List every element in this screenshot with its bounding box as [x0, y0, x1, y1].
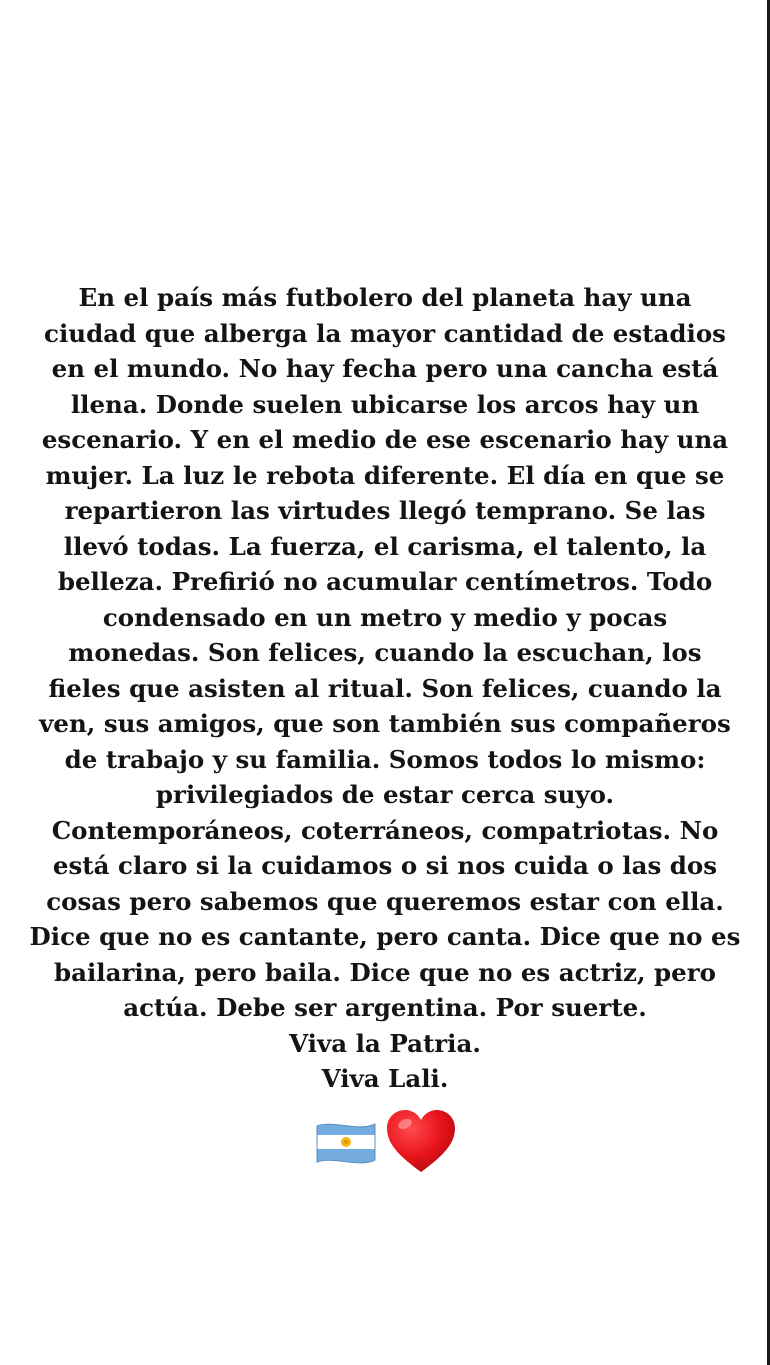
story-line: en el mundo. No hay fecha pero una cancha está: [51, 354, 719, 383]
story-line: Contemporáneos, coterráneos, compatriotas. No: [51, 815, 719, 845]
story-line: monedas. Son felices, cuando la escuchan, los: [68, 638, 702, 667]
story-line: ciudad que alberga la mayor cantidad de estadios: [44, 318, 726, 348]
story-line: escenario. Y en el medio de ese escenario hay una: [41, 425, 729, 454]
story-line: está claro si la cuidamos o si nos cuida o las dos: [52, 851, 718, 880]
story-line: fieles que asisten al ritual. Son felices, cuando la: [48, 673, 722, 703]
story-line: actúa. Debe ser argentina. Por suerte.: [123, 993, 647, 1022]
story-line: condensado en un metro y medio y pocas: [102, 602, 668, 632]
story-line: Viva la Patria.: [289, 1028, 481, 1058]
story-line: belleza. Prefirió no acumular centímetros. Todo: [57, 567, 713, 596]
story-line: llevó todas. La fuerza, el carisma, el talento, la: [63, 531, 707, 561]
story-line: mujer. La luz le rebota diferente. El día en que se: [45, 460, 725, 490]
story-line: Viva Lali.: [321, 1064, 449, 1093]
story-line: cosas pero sabemos que queremos estar con ella.: [46, 886, 724, 916]
story-line: ven, sus amigos, que son también sus compañeros: [39, 709, 731, 738]
story-line: llena. Donde suelen ubicarse los arcos hay un: [70, 389, 700, 419]
story-text-block: [10, 280, 760, 1097]
story-line: En el país más futbolero del planeta hay una: [78, 283, 692, 312]
story-line: repartieron las virtudes llegó temprano. Se las: [64, 496, 706, 525]
story-line: bailarina, pero baila. Dice que no es actriz, pero: [53, 957, 716, 987]
argentina-flag-icon: [313, 1118, 379, 1166]
emoji-row: [0, 1108, 770, 1176]
red-heart-icon: [385, 1108, 457, 1176]
story-line: de trabajo y su familia. Somos todos lo mismo:: [64, 744, 706, 774]
story-line: privilegiados de estar cerca suyo.: [155, 780, 615, 809]
story-line: Dice que no es cantante, pero canta. Dice que no es: [29, 922, 741, 951]
